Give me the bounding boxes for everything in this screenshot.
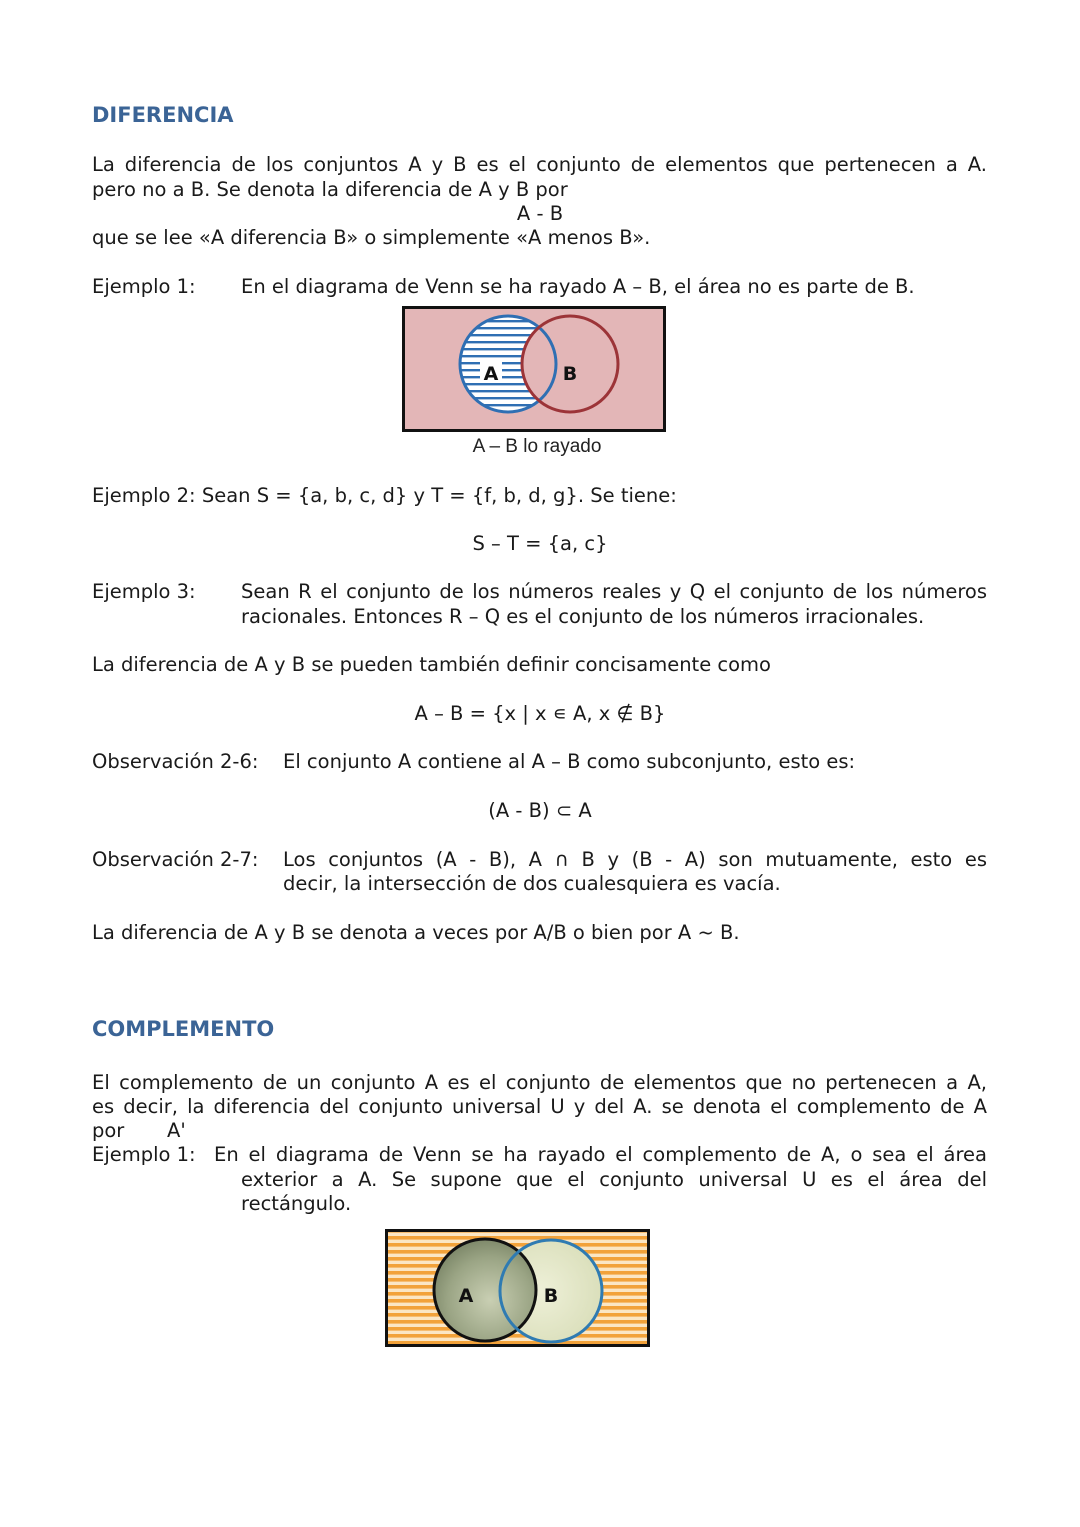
complement-symbol: A' bbox=[167, 1119, 186, 1142]
paragraph-line: La diferencia de los conjuntos A y B es el conjunto de elementos que pertenecen a A. bbox=[92, 153, 987, 176]
paragraph-line: El complemento de un conjunto A es el conjunto de elementos que no pertenecen a A, bbox=[92, 1071, 987, 1094]
example-result: S – T = {a, c} bbox=[472, 532, 608, 555]
observation-label: Observación 2-7: bbox=[92, 848, 259, 871]
observation-text: Los conjuntos (A - B), A ∩ B y (B - A) son mutuamente, esto es bbox=[283, 848, 987, 871]
example-text: rectángulo. bbox=[241, 1192, 352, 1215]
figure-caption: A – B lo rayado bbox=[472, 436, 602, 457]
paragraph-line: por bbox=[92, 1119, 125, 1142]
paragraph-line: La diferencia de A y B se denota a veces por A/B o bien por A ~ B. bbox=[92, 921, 740, 944]
paragraph-line: es decir, la diferencia del conjunto universal U y del A. se denota el complemento de A bbox=[92, 1095, 987, 1118]
set-a-label: A bbox=[458, 1285, 474, 1307]
example-text: racionales. Entonces R – Q es el conjunto de los números irracionales. bbox=[241, 605, 925, 628]
set-a-circle bbox=[434, 1239, 536, 1341]
observation-text: El conjunto A contiene al A – B como subconjunto, esto es: bbox=[283, 750, 856, 773]
example-text: En el diagrama de Venn se ha rayado el complemento de A, o sea el área bbox=[214, 1143, 987, 1166]
observation-formula: (A - B) ⊂ A bbox=[488, 799, 592, 822]
set-b-label: B bbox=[543, 1285, 559, 1307]
venn-diagram-complement bbox=[385, 1229, 650, 1349]
example-label: Ejemplo 1: bbox=[92, 1143, 196, 1166]
definition-formula: A – B = {x | x ∊ A, x ∉ B} bbox=[414, 702, 666, 725]
example-label: Ejemplo 3: bbox=[92, 580, 196, 603]
paragraph-line: que se lee «A diferencia B» o simplemente «A menos B». bbox=[92, 226, 651, 249]
example-label: Ejemplo 1: bbox=[92, 275, 196, 298]
example-text: Ejemplo 2: Sean S = {a, b, c, d} y T = {f, b, d, g}. Se tiene: bbox=[92, 484, 677, 507]
section-heading-diferencia: DIFERENCIA bbox=[92, 103, 234, 127]
observation-text: decir, la intersección de dos cualesquiera es vacía. bbox=[283, 872, 781, 895]
example-text: Sean R el conjunto de los números reales y Q el conjunto de los números bbox=[241, 580, 987, 603]
paragraph-line: pero no a B. Se denota la diferencia de A y B por bbox=[92, 178, 568, 201]
example-text: En el diagrama de Venn se ha rayado A – B, el área no es parte de B. bbox=[241, 275, 915, 298]
paragraph-line: La diferencia de A y B se pueden también definir concisamente como bbox=[92, 653, 771, 676]
set-a-label: A bbox=[483, 363, 499, 385]
venn-diagram-difference bbox=[402, 306, 666, 434]
section-heading-complemento: COMPLEMENTO bbox=[92, 1017, 275, 1041]
set-b-label: B bbox=[562, 363, 578, 385]
observation-label: Observación 2-6: bbox=[92, 750, 259, 773]
notation-formula: A - B bbox=[516, 202, 564, 225]
example-text: exterior a A. Se supone que el conjunto universal U es el área del bbox=[241, 1168, 987, 1191]
